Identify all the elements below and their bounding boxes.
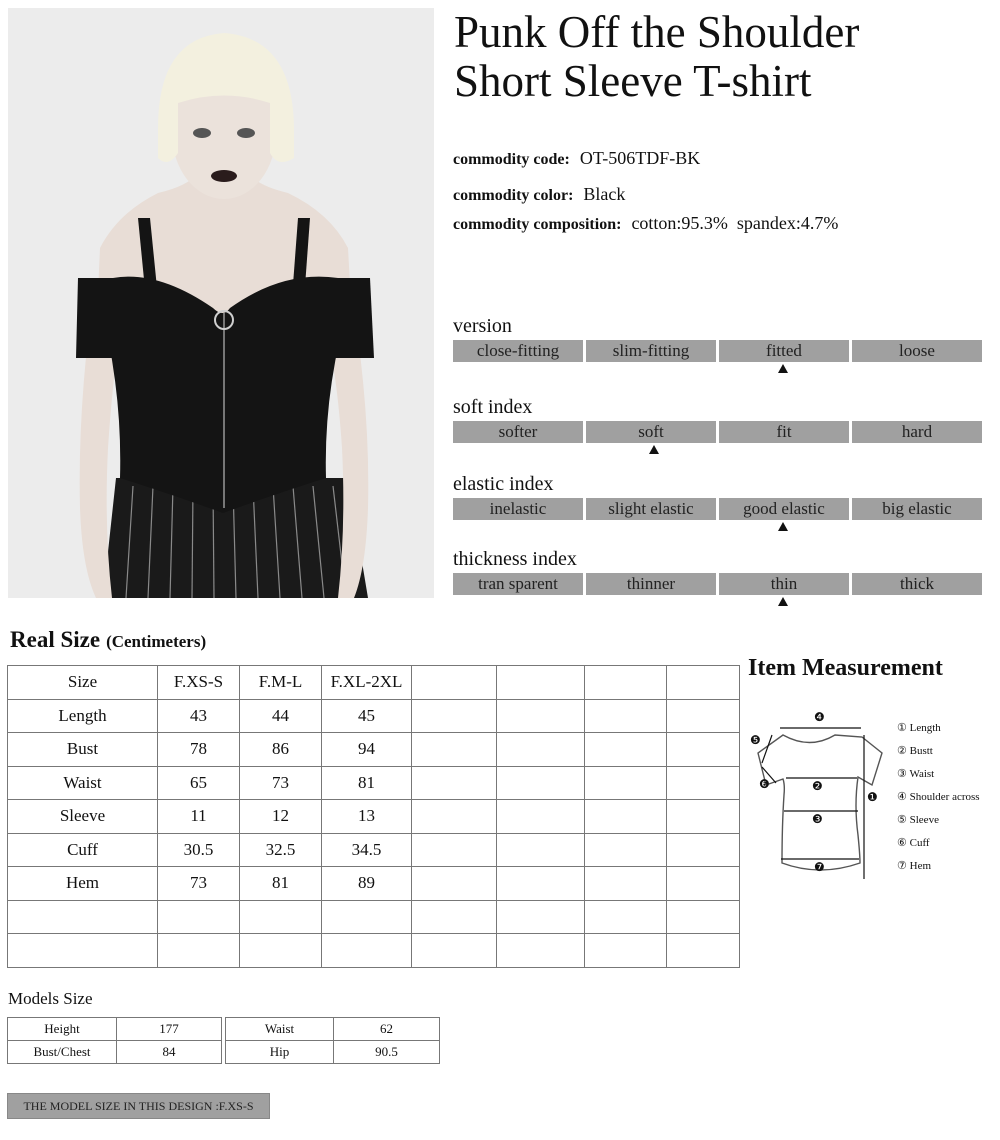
header-cell: Size: [8, 666, 158, 700]
soft-option-soft: soft: [586, 421, 716, 443]
table-cell: 73: [240, 766, 322, 800]
spec-composition-label: commodity composition:: [453, 216, 622, 233]
product-title: [454, 8, 994, 106]
legend-num: ①: [897, 722, 907, 734]
legend-item: [897, 740, 980, 763]
table-cell: 32.5: [240, 833, 322, 867]
table-cell: [497, 733, 585, 767]
marker-3: ❸: [812, 812, 823, 826]
soft-option-hard: hard: [852, 421, 982, 443]
table-cell: [412, 733, 497, 767]
thickness-index-label: thickness index: [453, 548, 577, 570]
table-cell: 86: [240, 733, 322, 767]
table-cell: [412, 867, 497, 901]
legend-label: Bustt: [909, 745, 933, 757]
table-cell: Hip: [226, 1041, 334, 1064]
soft-index-scale: [453, 421, 982, 443]
spec-code-label: commodity code:: [453, 151, 570, 168]
table-cell: 78: [158, 733, 240, 767]
table-cell: [497, 900, 585, 934]
table-cell: [240, 934, 322, 968]
version-label: version: [453, 315, 512, 337]
table-cell: 45: [322, 699, 412, 733]
header-cell: [497, 666, 585, 700]
table-cell: [585, 800, 667, 834]
table-cell: 65: [158, 766, 240, 800]
legend-item: [897, 786, 980, 809]
spec-color-label: commodity color:: [453, 187, 574, 204]
table-row: [8, 1018, 440, 1041]
table-cell: [412, 934, 497, 968]
soft-index: [453, 396, 982, 443]
version-option-slim-fitting: slim-fitting: [586, 340, 716, 362]
table-cell: [240, 900, 322, 934]
measurement-diagram: [750, 705, 995, 890]
legend-item: [897, 855, 980, 878]
legend-num: ⑤: [897, 814, 907, 826]
table-cell: Hem: [8, 867, 158, 901]
product-title-line-1: Punk Off the Shoulder: [454, 7, 860, 57]
legend-num: ②: [897, 745, 907, 757]
spec-color-value: Black: [583, 184, 626, 204]
legend-label: Length: [909, 722, 941, 734]
table-cell: Waist: [226, 1018, 334, 1041]
header-cell: F.XS-S: [158, 666, 240, 700]
table-cell: [585, 867, 667, 901]
soft-index-label: soft index: [453, 396, 533, 418]
header-cell: F.M-L: [240, 666, 322, 700]
table-cell: 13: [322, 800, 412, 834]
table-cell: [497, 699, 585, 733]
table-row: [8, 934, 740, 968]
table-row: [8, 867, 740, 901]
table-cell: [158, 900, 240, 934]
elastic-selected-marker-icon: [778, 522, 788, 531]
thickness-index: [453, 548, 982, 595]
spec-code-value: OT-506TDF-BK: [579, 148, 701, 168]
table-cell: [585, 934, 667, 968]
table-cell: 43: [158, 699, 240, 733]
version-option-loose: loose: [852, 340, 982, 362]
legend-item: [897, 717, 980, 740]
models-size-table: [7, 1017, 440, 1064]
version-option-fitted: fitted: [719, 340, 849, 362]
table-cell: [322, 934, 412, 968]
table-cell: Sleeve: [8, 800, 158, 834]
table-row: [8, 900, 740, 934]
table-cell: [497, 833, 585, 867]
table-cell: [8, 900, 158, 934]
marker-7: ❼: [814, 860, 825, 874]
version-scale: [453, 340, 982, 362]
real-size-unit: (Centimeters): [106, 632, 207, 651]
thickness-option-thin: thin: [719, 573, 849, 595]
table-cell: [412, 699, 497, 733]
elastic-index: [453, 473, 982, 520]
table-cell: [497, 800, 585, 834]
table-cell: [412, 900, 497, 934]
table-cell: 177: [117, 1018, 222, 1041]
thickness-index-scale: [453, 573, 982, 595]
table-row: [8, 1041, 440, 1064]
elastic-option-slight: slight elastic: [586, 498, 716, 520]
legend-num: ④: [897, 791, 907, 803]
table-cell: [412, 766, 497, 800]
table-row: [8, 800, 740, 834]
table-cell: [667, 800, 740, 834]
legend-label: Waist: [909, 768, 935, 780]
thickness-option-transparent: tran sparent: [453, 573, 583, 595]
soft-selected-marker-icon: [649, 445, 659, 454]
real-size-table: [7, 665, 740, 968]
table-cell: 89: [322, 867, 412, 901]
spec-composition-value: cotton:95.3% spandex:4.7%: [631, 213, 839, 233]
measurement-legend: [897, 717, 980, 878]
elastic-option-good: good elastic: [719, 498, 849, 520]
version-option-close-fitting: close-fitting: [453, 340, 583, 362]
marker-4: ❹: [814, 710, 825, 724]
table-row: [8, 766, 740, 800]
header-cell: [412, 666, 497, 700]
table-cell: [412, 833, 497, 867]
thickness-selected-marker-icon: [778, 597, 788, 606]
product-title-line-2: Short Sleeve T-shirt: [454, 56, 812, 106]
table-cell: 44: [240, 699, 322, 733]
table-cell: [667, 934, 740, 968]
table-cell: [667, 733, 740, 767]
table-cell: [497, 934, 585, 968]
header-cell: F.XL-2XL: [322, 666, 412, 700]
version-index: [453, 315, 982, 362]
table-cell: 90.5: [334, 1041, 440, 1064]
header-cell: [585, 666, 667, 700]
elastic-option-inelastic: inelastic: [453, 498, 583, 520]
table-cell: Length: [8, 699, 158, 733]
spec-composition: [453, 213, 838, 234]
thickness-option-thick: thick: [852, 573, 982, 595]
table-cell: 81: [322, 766, 412, 800]
models-size-title: Models Size: [8, 989, 93, 1008]
spec-color: [453, 184, 625, 205]
table-cell: [322, 900, 412, 934]
table-cell: [497, 766, 585, 800]
item-measurement-title: Item Measurement: [748, 655, 943, 681]
product-photo: [8, 8, 434, 598]
table-cell: [497, 867, 585, 901]
table-cell: 11: [158, 800, 240, 834]
table-cell: [667, 900, 740, 934]
table-cell: [8, 934, 158, 968]
table-row: [8, 833, 740, 867]
table-cell: 12: [240, 800, 322, 834]
legend-label: Hem: [909, 860, 932, 872]
table-cell: 81: [240, 867, 322, 901]
soft-option-fit: fit: [719, 421, 849, 443]
thickness-option-thinner: thinner: [586, 573, 716, 595]
table-row: [8, 733, 740, 767]
table-cell: [667, 867, 740, 901]
elastic-index-label: elastic index: [453, 473, 554, 495]
table-cell: [412, 800, 497, 834]
marker-1: ❶: [867, 790, 878, 804]
table-cell: 94: [322, 733, 412, 767]
table-cell: 30.5: [158, 833, 240, 867]
table-cell: [585, 733, 667, 767]
table-header-row: [8, 666, 740, 700]
marker-2: ❷: [812, 779, 823, 793]
table-cell: [585, 900, 667, 934]
table-cell: [667, 699, 740, 733]
elastic-option-big: big elastic: [852, 498, 982, 520]
table-cell: Bust: [8, 733, 158, 767]
soft-option-softer: softer: [453, 421, 583, 443]
model-figure-image: [8, 8, 434, 598]
table-cell: Height: [8, 1018, 117, 1041]
legend-num: ⑦: [897, 860, 907, 872]
table-cell: [585, 833, 667, 867]
legend-num: ③: [897, 768, 907, 780]
table-cell: [158, 934, 240, 968]
table-cell: 84: [117, 1041, 222, 1064]
real-size-heading: [10, 627, 206, 653]
elastic-index-scale: [453, 498, 982, 520]
version-selected-marker-icon: [778, 364, 788, 373]
legend-item: [897, 763, 980, 786]
header-cell: [667, 666, 740, 700]
table-cell: [585, 766, 667, 800]
marker-6: ❻: [759, 777, 770, 791]
table-cell: 34.5: [322, 833, 412, 867]
table-cell: [667, 833, 740, 867]
legend-label: Shoulder across: [909, 791, 980, 803]
legend-item: [897, 809, 980, 832]
table-cell: Waist: [8, 766, 158, 800]
marker-5: ❺: [750, 733, 761, 747]
legend-num: ⑥: [897, 837, 907, 849]
legend-label: Sleeve: [909, 814, 939, 826]
spec-code: [453, 148, 700, 169]
table-cell: Bust/Chest: [8, 1041, 117, 1064]
real-size-title: Real Size: [10, 627, 101, 652]
table-cell: [585, 699, 667, 733]
table-cell: [667, 766, 740, 800]
table-cell: 73: [158, 867, 240, 901]
legend-label: Cuff: [909, 837, 930, 849]
table-cell: 62: [334, 1018, 440, 1041]
table-cell: Cuff: [8, 833, 158, 867]
legend-item: [897, 832, 980, 855]
model-size-note: THE MODEL SIZE IN THIS DESIGN :F.XS-S: [7, 1093, 270, 1119]
table-row: [8, 699, 740, 733]
